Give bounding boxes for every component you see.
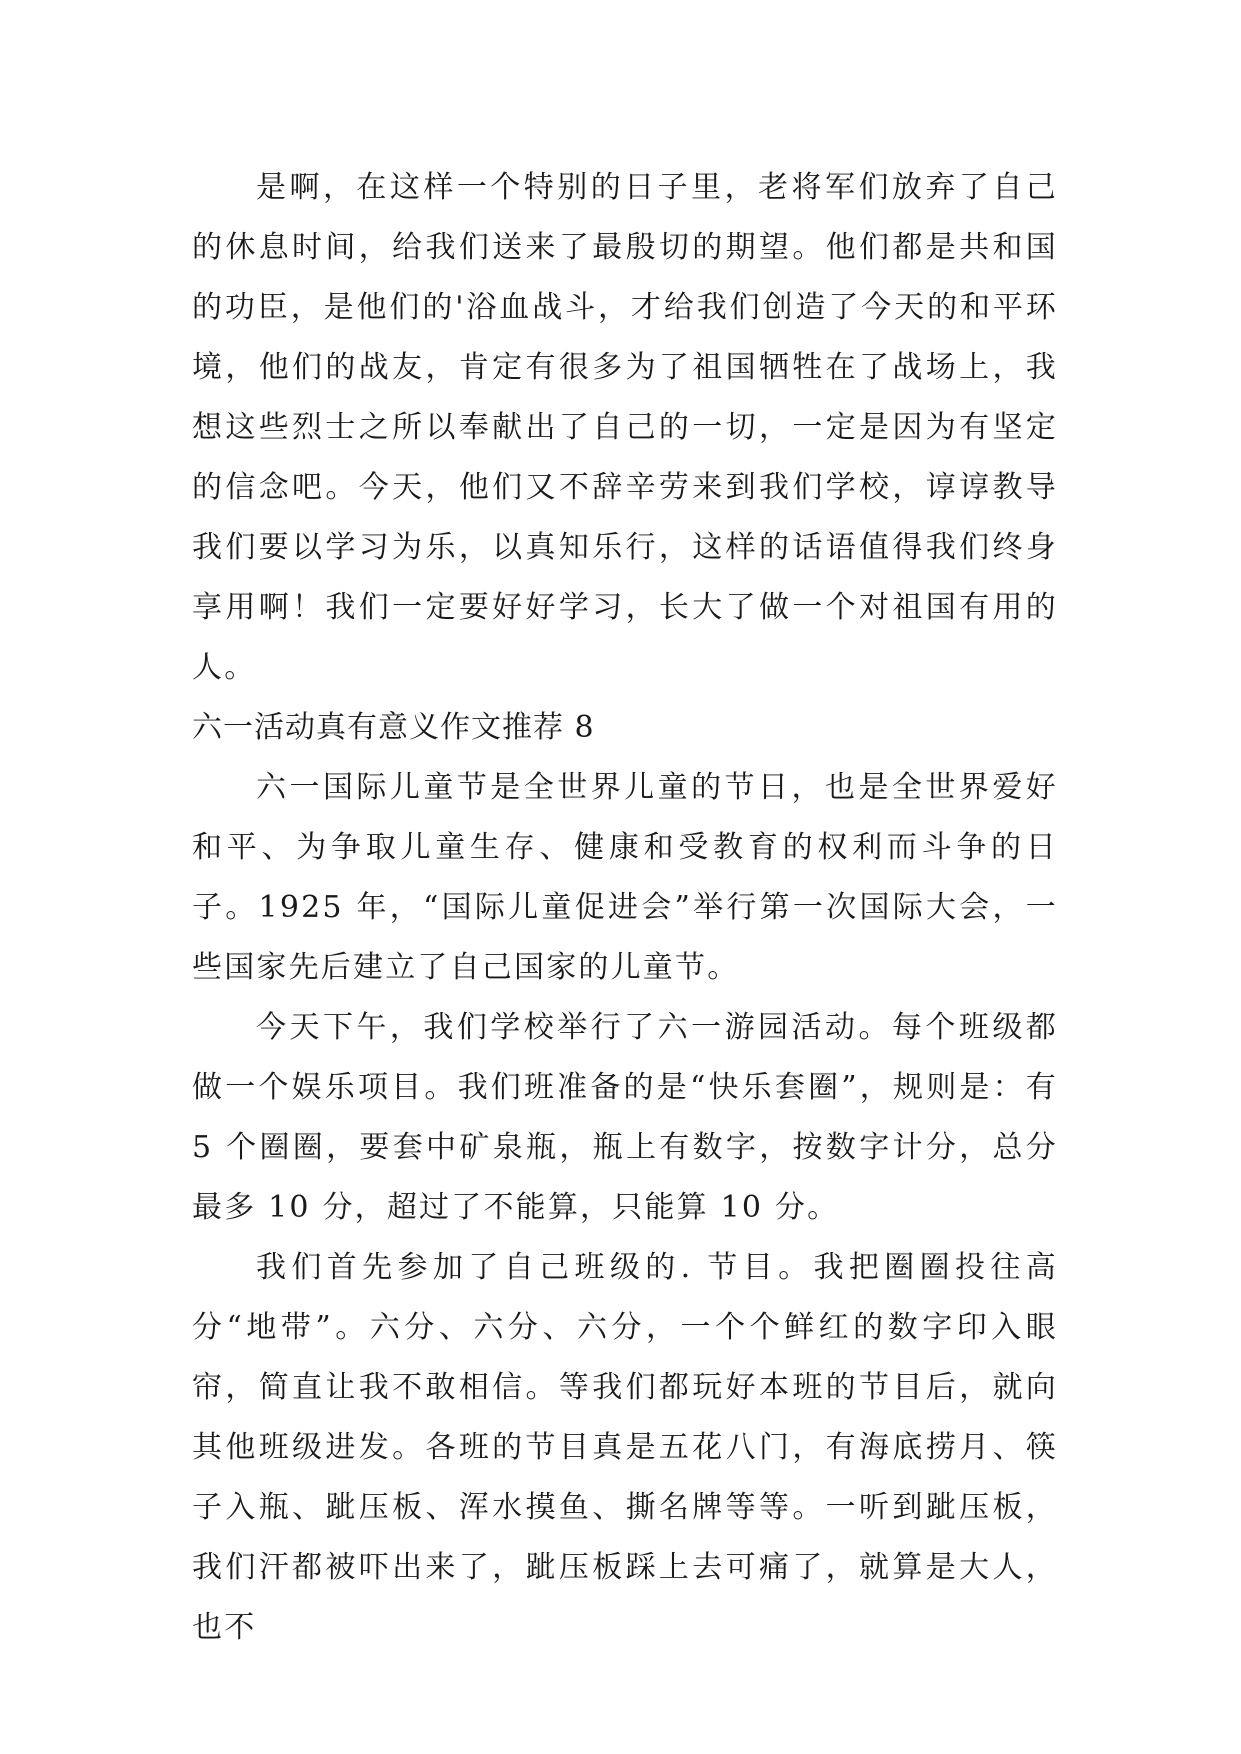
paragraph: 是啊，在这样一个特别的日子里，老将军们放弃了自己的休息时间，给我们送来了最殷切的期望。他们都是共和国的功臣，是他们的'浴血战斗，才给我们创造了今天的和平环境，他们的战友，肯定有很多为了祖国牺牲在了战场上，我想这些烈士之所以奉献出了自己的一切，一定是因为有坚定的信念吧。今天，他们又不辞辛劳来到我们学校，谆谆教导我们要以学习为乐，以真知乐行，这样的话语值得我们终身享用啊！我们一定要好好学习，长大了做一个对祖国有用的人。	[192, 170, 1058, 685]
paragraph: 我们首先参加了自己班级的. 节目。我把圈圈投往高分“地带”。六分、六分、六分，一个个鲜红的数字印入眼帘，简直让我不敢相信。等我们都玩好本班的节目后，就向其他班级进发。各班的节目真是五花八门，有海底捞月、筷子入瓶、跐压板、浑水摸鱼、撕名牌等等。一听到跐压板，我们汗都被吓出来了，跐压板踩上去可痛了，就算是大人，也不	[192, 1250, 1058, 1645]
paragraph: 六一国际儿童节是全世界儿童的节日，也是全世界爱好和平、为争取儿童生存、健康和受教育的权利而斗争的日子。1925 年，“国际儿童促进会”举行第一次国际大会，一些国家先后建立了自己国家的儿童节。	[192, 770, 1058, 985]
document-body	[192, 158, 1058, 1658]
section-title: 六一活动真有意义作文推荐 8	[192, 710, 595, 745]
paragraph: 今天下午，我们学校举行了六一游园活动。每个班级都做一个娱乐项目。我们班准备的是“快乐套圈”，规则是：有 5 个圈圈，要套中矿泉瓶，瓶上有数字，按数字计分，总分最多 10 分，超过了不能算，只能算 10 分。	[192, 1010, 1058, 1225]
